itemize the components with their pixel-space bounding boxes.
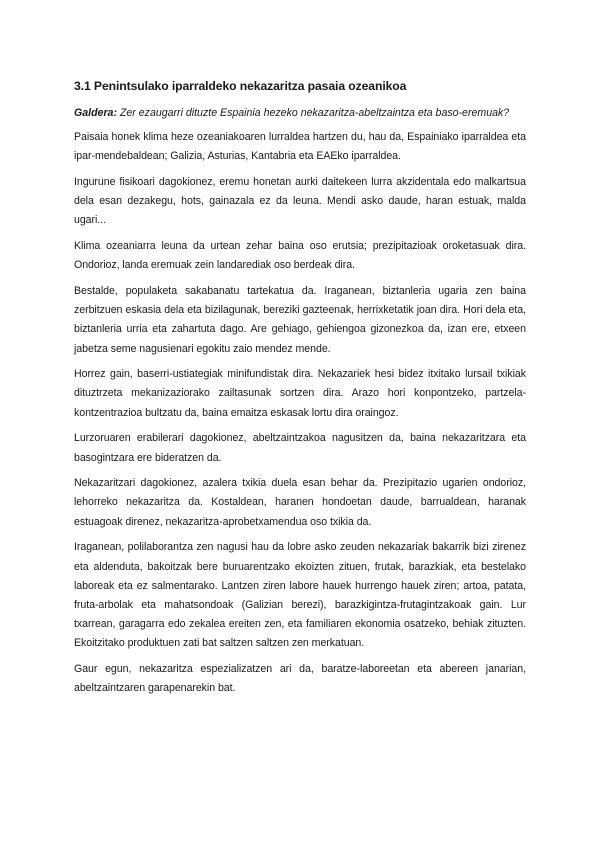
paragraph-3: Klima ozeaniarra leuna da urtean zehar baina oso erutsia; prezipitazioak oroketasuak dira. Ondorioz, landa eremuak zein landarediak oso berdeak dira.	[74, 240, 526, 272]
paragraph-1: Paisaia honek klima heze ozeaniakoaren lurraldea hartzen du, hau da, Espainiako iparraldea eta ipar-mendebaldean; Galizia, Asturias, Kantabria eta EAEko iparraldea.	[74, 131, 526, 163]
document-page	[74, 78, 526, 705]
paragraph-8: Iraganean, polilaborantza zen nagusi hau da lobre asko zeuden nekazariak bakarrik bizi zirenez eta aldenduta, bakoitzak bere buruarentzako ekoizten zituen, frutak, barazkiak, eta bestelako laboreak eta ez salmentarako. Lantzen ziren labore hauek hurrengo hauek ziren; artoa, patata, fruta-arbolak eta mahatsondoak (Galizian berezi), barazkigintza-frutagintzakoak gain. Lur txarrean, garagarra edo zekalea ereiten zen, eta familiaren ekonomia osatzeko, behiak zituzten. Ekoitzitako produktuen zati bat saltzen saltzen zen merkatuan.	[74, 541, 526, 650]
paragraph-6: Lurzoruaren erabilerari dagokionez, abeltzaintzakoa nagusitzen da, baina nekazaritzara eta basogintzara ere bideratzen da.	[74, 432, 526, 464]
question-label: Galdera:	[74, 107, 117, 119]
paragraph-5: Horrez gain, baserri-ustiategiak minifundistak dira. Nekazariek hesi bidez itxitako lursail txikiak dituztrzeta mekanizaziorako zailtasunak sortzen dira. Arazo hori konpontzeko, partzela-kontzentrazioa bultzatu da, baina emaitza eskasak lortu dira oraingoz.	[74, 368, 526, 419]
paragraph-2: Ingurune fisikoari dagokionez, eremu honetan aurki daitekeen lurra akzidentala edo malkartsua dela esan dezakegu, hots, gainazala ez da leuna. Mendi asko daude, haran estuak, malda ugari...	[74, 175, 526, 227]
question-text: Zer ezaugarri dituzte Espainia hezeko nekazaritza-abeltzaintza eta baso-eremuak?	[116, 107, 510, 119]
paragraph-7: Nekazaritzari dagokionez, azalera txikia duela esan behar da. Prezipitazio ugarien ondorioz, lehorreko nekazaritza da. Kostaldean, haranen hondoetan daude, barrualdean, haranak estuagoak direnez, nekazaritza-aprobetxamendua oso txikia da.	[74, 477, 526, 528]
paragraph-9: Gaur egun, nekazaritza espezializatzen ari da, baratze-laboreetan eta abereen janarian, abeltzaintzaren garapenarekin bat.	[74, 663, 526, 695]
question-paragraph	[74, 104, 526, 123]
paragraph-4: Bestalde, populaketa sakabanatu tartekatua da. Iraganean, biztanleria ugaria zen baina zerbitzuen eskasia dela eta bizilagunak, bereziki gazteenak, herrixketatik joan dira. Hori dela eta, biztanleria urria eta zahartuta dago. Are gehiago, gehiengoa gizonezkoa da, izan ere, etxeen jabetza seme nagusienari egokitu zaio mendez mende.	[74, 284, 526, 355]
section-title: 3.1 Penintsulako iparraldeko nekazaritza pasaia ozeanikoa	[74, 79, 407, 93]
